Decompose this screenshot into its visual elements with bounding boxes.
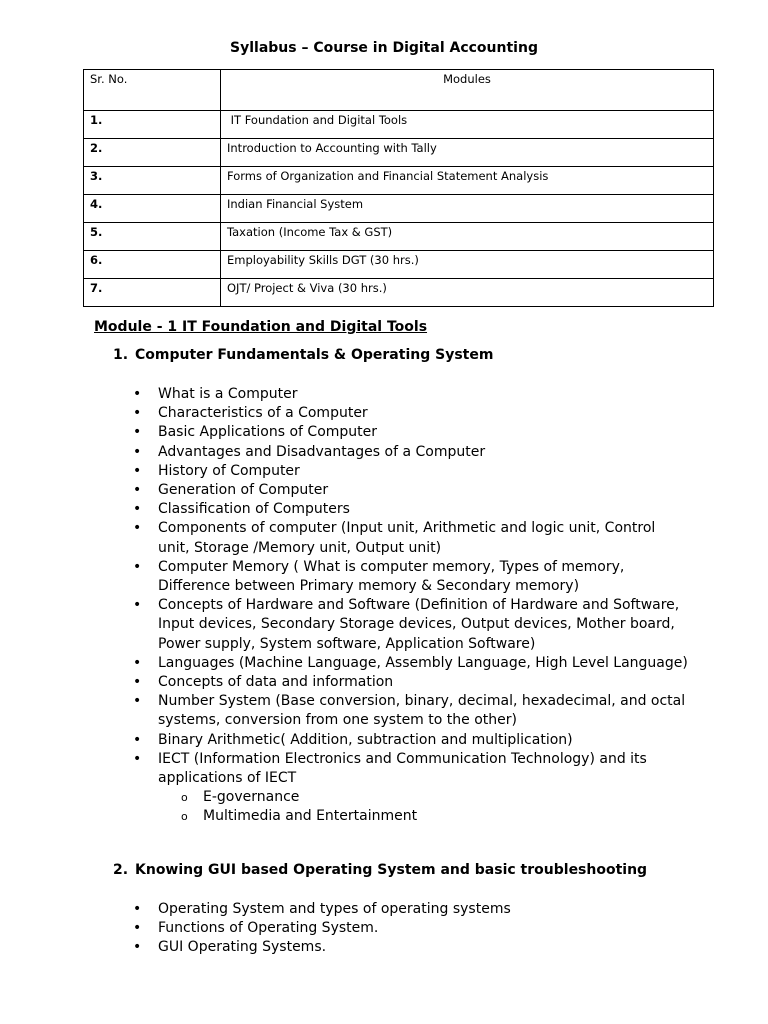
row-module: Taxation (Income Tax & GST) xyxy=(221,223,714,251)
modules-table xyxy=(83,69,714,307)
table-row xyxy=(84,167,714,195)
row-number: 5. xyxy=(84,223,221,251)
row-module: Forms of Organization and Financial Statement Analysis xyxy=(221,167,714,195)
table-row xyxy=(84,279,714,307)
row-number: 6. xyxy=(84,251,221,279)
row-module: Indian Financial System xyxy=(221,195,714,223)
list-item: • Number System (Base conversion, binary, decimal, hexadecimal, and octal systems, conversion from one system to the other) xyxy=(133,693,686,729)
row-number: 7. xyxy=(84,279,221,307)
table-row xyxy=(84,251,714,279)
list-item: • Binary Arithmetic( Addition, subtraction and multiplication) xyxy=(158,731,688,750)
sub-list xyxy=(158,788,688,826)
header-modules: Modules xyxy=(221,70,714,111)
bullet-icon: • xyxy=(133,654,142,671)
topic-1-title: Computer Fundamentals & Operating System xyxy=(135,347,494,363)
bullet-icon: • xyxy=(133,939,142,956)
list-item: • Concepts of data and information xyxy=(158,673,688,692)
bullet-icon: • xyxy=(133,597,142,614)
list-item: • History of Computer xyxy=(158,462,688,481)
list-item: • Operating System and types of operating systems xyxy=(158,900,688,919)
list-item: • Functions of Operating System. xyxy=(158,919,688,938)
row-module: OJT/ Project & Viva (30 hrs.) xyxy=(221,279,714,307)
bullet-icon: • xyxy=(133,482,142,499)
list-item: • Languages (Machine Language, Assembly Language, High Level Language) xyxy=(158,654,688,673)
topic-2-heading xyxy=(113,862,647,878)
bullet-icon: • xyxy=(133,520,142,537)
page-title: Syllabus – Course in Digital Accounting xyxy=(230,40,538,56)
sub-list-item: o Multimedia and Entertainment xyxy=(203,807,688,826)
row-number: 3. xyxy=(84,167,221,195)
table-row xyxy=(84,195,714,223)
topic-2-title: Knowing GUI based Operating System and basic troubleshooting xyxy=(135,862,648,878)
list-item: • Computer Memory ( What is computer memory, Types of memory, Difference between Primary memory & Secondary memory) xyxy=(133,558,625,595)
topic-1-heading xyxy=(113,347,493,363)
list-item: • Components of computer (Input unit, Arithmetic and logic unit, Control unit, Storage /Memory unit, Output unit) xyxy=(133,520,656,556)
topic-2-list xyxy=(133,900,688,958)
bullet-icon: • xyxy=(133,750,142,767)
bullet-icon: • xyxy=(133,693,142,710)
bullet-icon: • xyxy=(133,901,142,917)
row-number: 4. xyxy=(84,195,221,223)
header-sr-no: Sr. No. xyxy=(84,70,221,111)
bullet-icon: • xyxy=(133,501,142,518)
row-module: IT Foundation and Digital Tools xyxy=(221,111,714,139)
list-item: • Generation of Computer xyxy=(158,481,688,500)
table-row xyxy=(84,223,714,251)
topic-1-number: 1. xyxy=(113,347,129,363)
row-number: 1. xyxy=(84,111,221,139)
bullet-icon: • xyxy=(133,731,142,748)
module-1-heading: Module - 1 IT Foundation and Digital Tools xyxy=(94,319,428,335)
bullet-icon: • xyxy=(133,674,142,691)
list-item: • Concepts of Hardware and Software (Definition of Hardware and Software, Input devices, Secondary Storage devices, Output devices, Mother board, Power supply, System software, Application Software) xyxy=(133,597,680,652)
table-row xyxy=(84,139,714,167)
bullet-icon: • xyxy=(133,443,142,460)
circle-bullet-icon: o xyxy=(181,791,188,805)
list-item: • Basic Applications of Computer xyxy=(158,423,688,442)
list-item: • Characteristics of a Computer xyxy=(158,404,688,423)
topic-1-list xyxy=(133,385,688,827)
bullet-icon: • xyxy=(133,920,142,937)
bullet-icon: • xyxy=(133,405,142,422)
bullet-icon: • xyxy=(133,558,142,575)
list-item: • What is a Computer xyxy=(158,385,688,404)
row-module: Employability Skills DGT (30 hrs.) xyxy=(221,251,714,279)
list-item: • Advantages and Disadvantages of a Computer xyxy=(158,443,688,462)
table-header-row xyxy=(84,70,714,111)
sub-list-item: o E-governance xyxy=(203,788,688,807)
bullet-icon: • xyxy=(133,386,142,402)
bullet-icon: • xyxy=(133,424,142,441)
row-number: 2. xyxy=(84,139,221,167)
list-item: • IECT (Information Electronics and Communication Technology) and its applications of IECT o E-governance o Multimedia and Entertainment xyxy=(158,750,688,827)
table-row xyxy=(84,111,714,139)
list-item: • Classification of Computers xyxy=(158,500,688,519)
circle-bullet-icon: o xyxy=(181,810,188,824)
topic-2-number: 2. xyxy=(113,862,129,878)
bullet-icon: • xyxy=(133,462,142,479)
row-module: Introduction to Accounting with Tally xyxy=(221,139,714,167)
list-item: • GUI Operating Systems. xyxy=(158,938,688,957)
